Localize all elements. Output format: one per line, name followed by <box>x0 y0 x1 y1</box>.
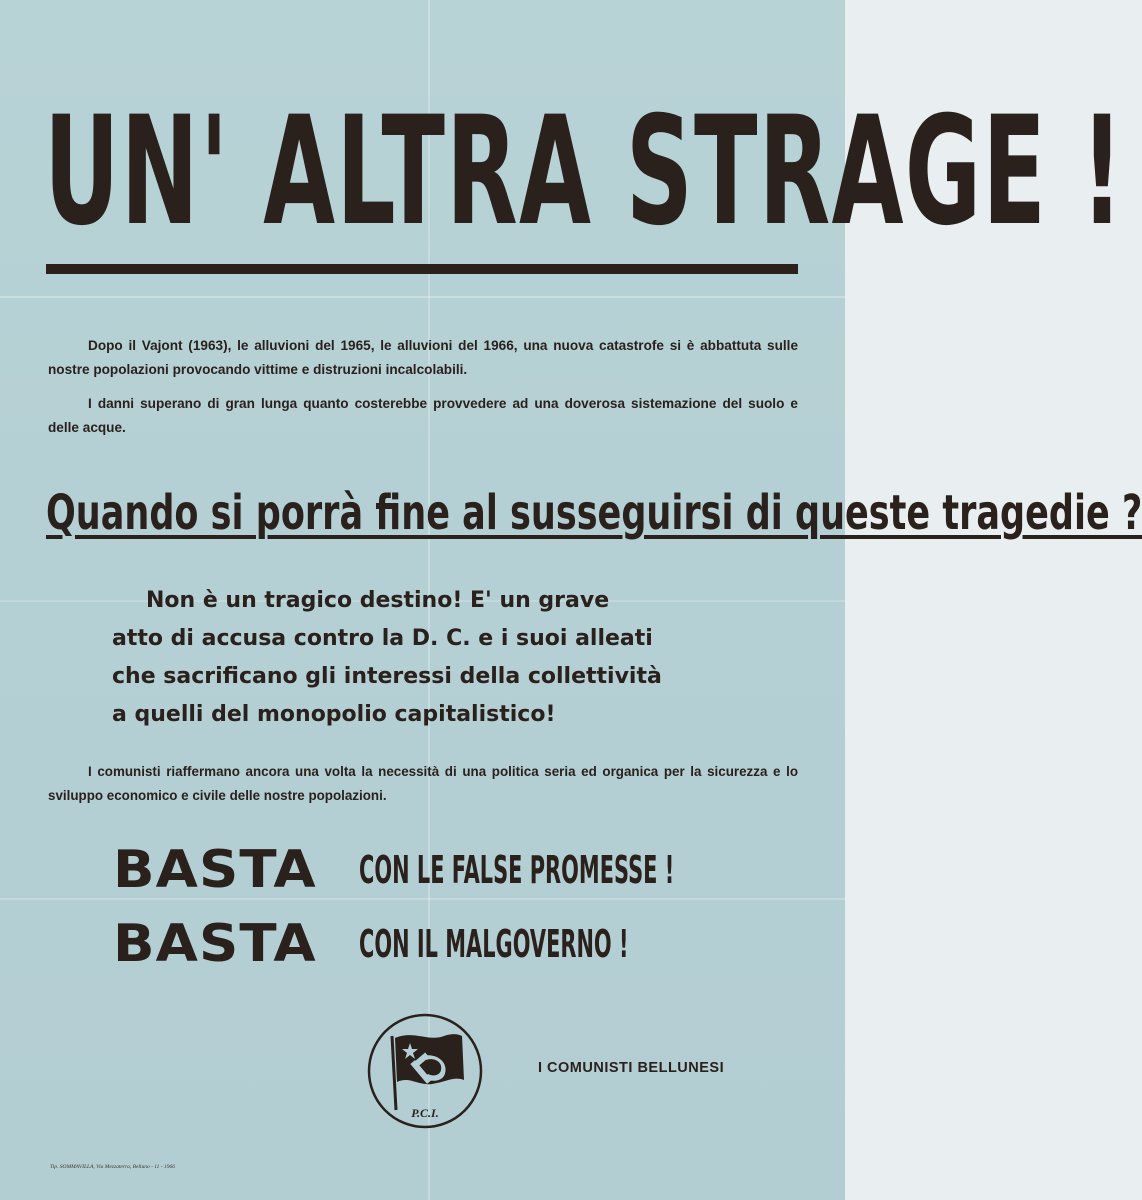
basta-word: BASTA <box>113 914 317 974</box>
slogan-text: CON IL MALGOVERNO ! <box>359 922 629 966</box>
headline: UN' ALTRA STRAGE ! <box>44 85 1125 259</box>
pci-emblem <box>366 1012 484 1130</box>
accusation-line: a quelli del monopolio capitalistico! <box>112 702 556 727</box>
paragraph-communists: I comunisti riaffermano ancora una volta la necessità di una politica seria ed organica per la sicurezza e lo sviluppo economico e civile delle nostre popolazioni. <box>48 764 798 803</box>
paragraph-damages: I danni superano di gran lunga quanto costerebbe provvedere ad una doverosa sistemazione del suolo e delle acque. <box>48 396 798 435</box>
slogan-row <box>113 840 675 900</box>
accusation-line: atto di accusa contro la D. C. e i suoi alleati <box>112 626 653 651</box>
accusation-block <box>112 582 738 734</box>
hammer-sickle-flag-icon <box>366 1012 484 1130</box>
basta-word: BASTA <box>113 840 317 900</box>
question-heading: Quando si porrà fine al susseguirsi di queste tragedie ? <box>46 485 1142 541</box>
fold-line-horizontal <box>0 296 845 298</box>
printer-imprint: Tip. SOMMAVILLA, Via Mezzaterra, Belluno - 11 - 1966 <box>50 1164 175 1170</box>
accusation-line: che sacrificano gli interessi della collettività <box>112 664 662 689</box>
slogan-text: CON LE FALSE PROMESSE ! <box>359 848 675 892</box>
paragraph-disasters: Dopo il Vajont (1963), le alluvioni del 1965, le alluvioni del 1966, una nuova catastrofe si è abbattuta sulle nostre popolazioni provocando vittime e distruzioni incalcolabili. <box>48 338 798 377</box>
slogan-row <box>113 914 629 974</box>
accusation-line: Non è un tragico destino! E' un grave <box>146 588 610 613</box>
headline-rule <box>46 264 798 274</box>
signature: I COMUNISTI BELLUNESI <box>538 1060 725 1076</box>
emblem-label: P.C.I. <box>411 1106 439 1120</box>
